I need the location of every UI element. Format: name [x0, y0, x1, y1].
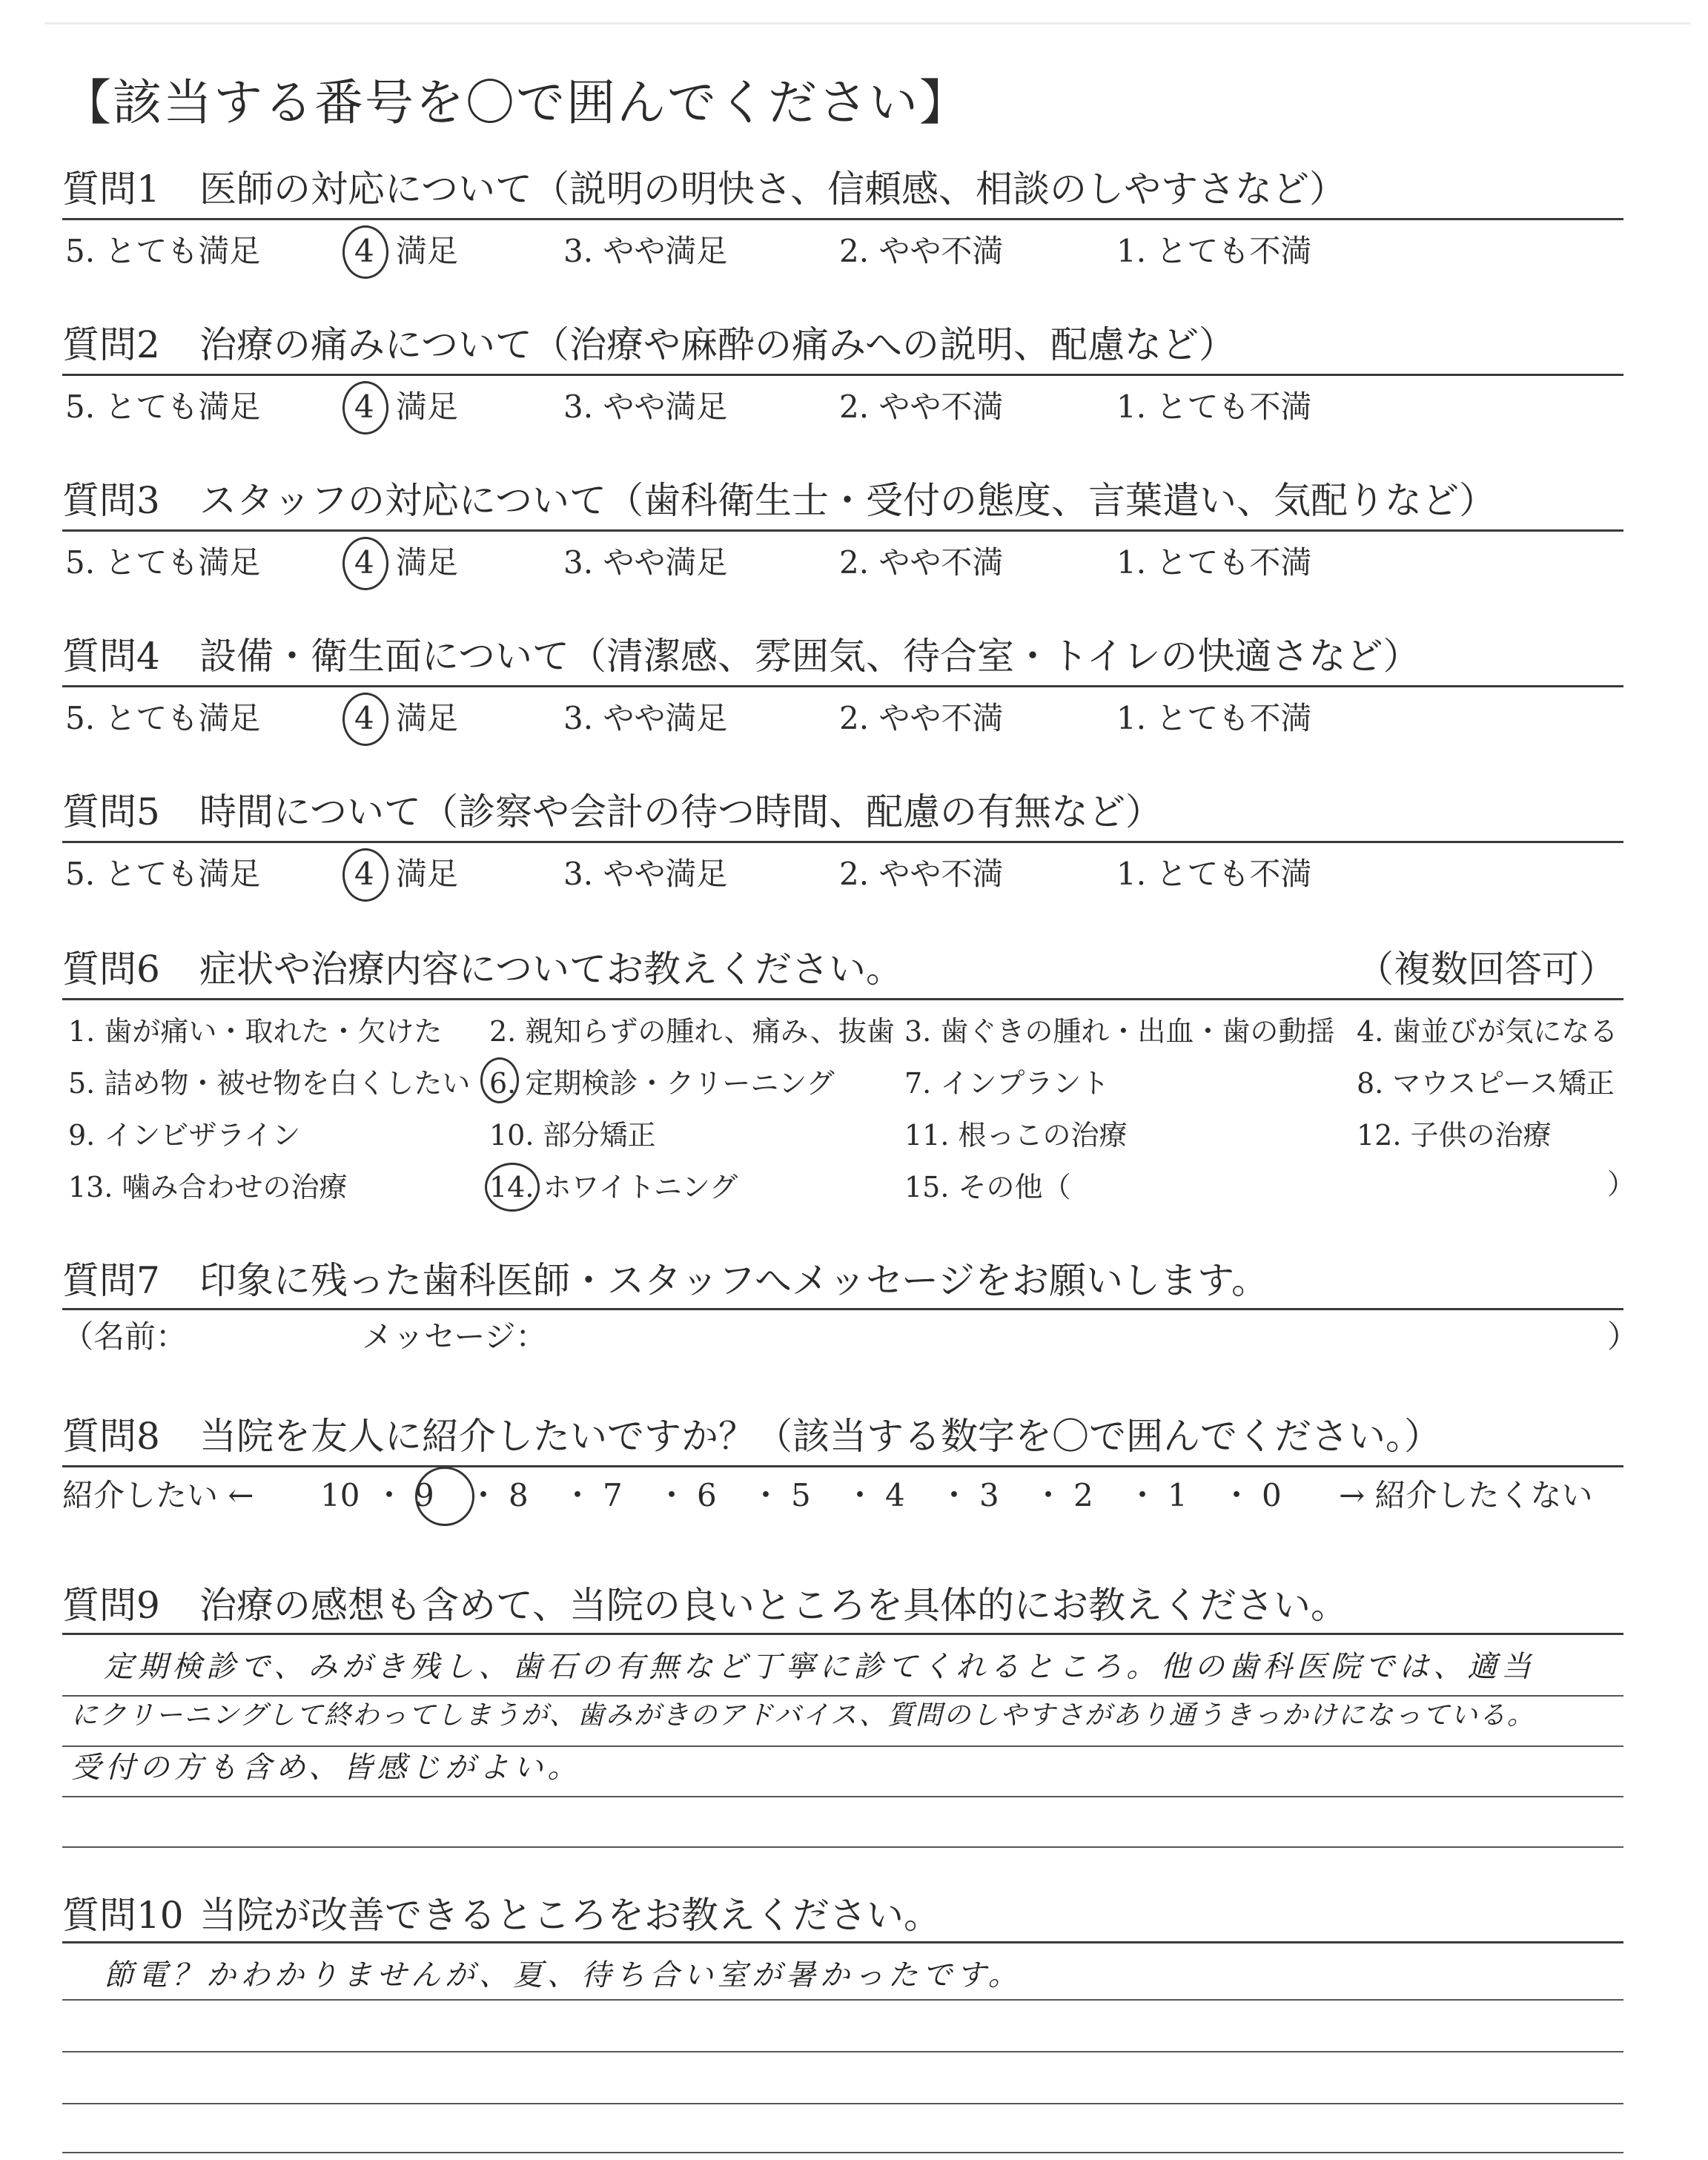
q5-header — [62, 790, 1162, 833]
q4-option-5[interactable]: 5. とても満足 — [65, 700, 261, 736]
q5-option-4-number[interactable]: 4 — [354, 856, 374, 892]
page-top-edge — [44, 22, 1690, 24]
q10-answer-line-1[interactable]: 節電？かわかりませんが、夏、待ち合い室が暑かったです。 — [104, 1958, 1022, 1992]
q2-number: 質問2 — [62, 323, 160, 366]
q9-answer-rule-3 — [62, 1796, 1623, 1797]
q5-option-1[interactable]: 1. とても不満 — [1116, 856, 1312, 892]
q6-option-12[interactable]: 12. 子供の治療 — [1357, 1119, 1552, 1152]
q8-scale-8[interactable]: 8 — [509, 1477, 529, 1513]
q5-option-3[interactable]: 3. やや満足 — [563, 856, 728, 892]
q1-number: 質問1 — [62, 168, 160, 211]
q3-option-3[interactable]: 3. やや満足 — [563, 544, 728, 581]
q1-selected-circle[interactable] — [342, 225, 388, 279]
q3-option-1[interactable]: 1. とても不満 — [1116, 544, 1312, 581]
q7-name-label: （名前： — [62, 1318, 188, 1355]
q2-text: 治療の痛みについて（治療や麻酔の痛みへの説明、配慮など） — [199, 323, 1236, 366]
q2-option-5[interactable]: 5. とても満足 — [65, 389, 261, 425]
q2-option-4-number[interactable]: 4 — [354, 389, 374, 425]
q1-option-3[interactable]: 3. やや満足 — [563, 233, 728, 269]
q10-answer-rule-4 — [62, 2152, 1623, 2153]
q6-option-5[interactable]: 5. 詰め物・被せ物を白くしたい — [68, 1067, 471, 1100]
q6-option-6[interactable]: 6. 定期検診・クリーニング — [489, 1067, 835, 1100]
q1-option-2[interactable]: 2. やや不満 — [839, 233, 1004, 269]
q7-message-label: メッセージ： — [362, 1318, 547, 1355]
q6-number: 質問6 — [62, 948, 160, 991]
q6-option-15[interactable]: 15. その他（ — [904, 1171, 1071, 1203]
q6-option-11[interactable]: 11. 根っこの治療 — [904, 1119, 1128, 1152]
q8-separator: ・ — [939, 1477, 970, 1513]
q6-option-14[interactable]: 14. ホワイトニング — [489, 1171, 738, 1203]
q8-number: 質問8 — [62, 1415, 160, 1458]
q2-selected-circle[interactable] — [342, 381, 388, 435]
q6-option-13[interactable]: 13. 噛み合わせの治療 — [68, 1171, 348, 1203]
q3-number: 質問3 — [62, 479, 160, 522]
q2-rule — [62, 374, 1623, 376]
q9-text: 治療の感想も含めて、当院の良いところを具体的にお教えください。 — [199, 1584, 1348, 1627]
q4-text: 設備・衛生面について（清潔感、雰囲気、待合室・トイレの快適さなど） — [199, 635, 1420, 678]
q9-answer-line-3[interactable]: 受付の方も含め、皆感じがよい。 — [71, 1751, 582, 1785]
q6-option-9[interactable]: 9. インビザライン — [68, 1119, 301, 1152]
q3-option-4-label[interactable]: 満足 — [396, 544, 459, 581]
q8-separator: ・ — [374, 1477, 406, 1513]
q6-option-10[interactable]: 10. 部分矯正 — [489, 1119, 656, 1152]
q6-header — [62, 948, 903, 991]
q6-option-7[interactable]: 7. インプラント — [904, 1067, 1110, 1100]
q10-rule — [62, 1941, 1623, 1943]
q4-number: 質問4 — [62, 635, 160, 678]
q3-option-5[interactable]: 5. とても満足 — [65, 544, 261, 581]
q6-note: （複数回答可） — [1357, 948, 1616, 991]
q9-answer-rule-1 — [62, 1695, 1623, 1697]
q7-rule — [62, 1308, 1623, 1310]
q10-answer-rule-2 — [62, 2051, 1623, 2052]
q1-option-1[interactable]: 1. とても不満 — [1116, 233, 1312, 269]
q6-text: 症状や治療内容についてお教えください。 — [199, 948, 903, 991]
q4-header — [62, 635, 1420, 678]
q1-option-5[interactable]: 5. とても満足 — [65, 233, 261, 269]
q6-option-2[interactable]: 2. 親知らずの腫れ、痛み、抜歯 — [489, 1015, 895, 1048]
q4-option-4-label[interactable]: 満足 — [396, 700, 459, 736]
q9-number: 質問9 — [62, 1584, 160, 1627]
q8-rule — [62, 1465, 1623, 1467]
q3-option-4-number[interactable]: 4 — [354, 544, 374, 581]
q6-rule — [62, 998, 1623, 1000]
q9-rule — [62, 1633, 1623, 1635]
q3-text: スタッフの対応について（歯科衛生士・受付の態度、言葉遣い、気配りなど） — [199, 479, 1496, 522]
q3-selected-circle[interactable] — [342, 537, 388, 590]
q8-separator: ・ — [656, 1477, 688, 1513]
q8-scale-0[interactable]: 0 — [1262, 1477, 1282, 1513]
q2-option-1[interactable]: 1. とても不満 — [1116, 389, 1312, 425]
q9-answer-rule-4 — [62, 1846, 1623, 1848]
q6-other-close: ） — [1607, 1168, 1636, 1200]
q9-answer-line-1[interactable]: 定期検診で、みがき残し、歯石の有無など丁寧に診てくれるところ。他の歯科医院では、適当 — [104, 1650, 1536, 1684]
q10-text: 当院が改善できるところをお教えください。 — [199, 1894, 941, 1937]
q8-separator: ・ — [562, 1477, 594, 1513]
q6-option-4[interactable]: 4. 歯並びが気になる — [1357, 1015, 1618, 1048]
q7-number: 質問7 — [62, 1259, 160, 1302]
q5-option-4-label[interactable]: 満足 — [396, 856, 459, 892]
q8-scale-2[interactable]: 2 — [1073, 1477, 1093, 1513]
q8-scale-6[interactable]: 6 — [697, 1477, 717, 1513]
q2-header — [62, 323, 1236, 366]
q5-number: 質問5 — [62, 790, 160, 833]
q1-text: 医師の対応について（説明の明快さ、信頼感、相談のしやすさなど） — [199, 168, 1346, 211]
q7-text: 印象に残った歯科医師・スタッフへメッセージをお願いします。 — [199, 1259, 1268, 1302]
q1-header — [62, 168, 1346, 211]
q5-rule — [62, 841, 1623, 843]
q1-option-4-label[interactable]: 満足 — [396, 233, 459, 269]
q4-rule — [62, 685, 1623, 687]
q8-separator: ・ — [1033, 1477, 1065, 1513]
q5-selected-circle[interactable] — [342, 848, 388, 902]
q9-answer-line-2[interactable]: にクリーニングして終わってしまうが、歯みがきのアドバイス、質問のしやすさがあり通うきっかけになっている。 — [71, 1700, 1535, 1731]
q8-scale-7[interactable]: 7 — [603, 1477, 623, 1513]
q3-option-2[interactable]: 2. やや不満 — [839, 544, 1004, 581]
q2-option-3[interactable]: 3. やや満足 — [563, 389, 728, 425]
q1-rule — [62, 218, 1623, 220]
q8-separator: ・ — [1221, 1477, 1253, 1513]
q8-text: 当院を友人に紹介したいですか？（該当する数字を〇で囲んでください。） — [199, 1415, 1441, 1458]
q8-scale-4[interactable]: 4 — [885, 1477, 905, 1513]
q4-selected-circle[interactable] — [342, 693, 388, 746]
q10-answer-rule-3 — [62, 2103, 1623, 2104]
q6-option-8[interactable]: 8. マウスピース矯正 — [1357, 1067, 1615, 1100]
q8-scale-9[interactable]: 9 — [414, 1477, 434, 1513]
q7-header — [62, 1259, 1268, 1302]
q5-option-5[interactable]: 5. とても満足 — [65, 856, 261, 892]
q4-option-1[interactable]: 1. とても不満 — [1116, 700, 1312, 736]
q6-option-3[interactable]: 3. 歯ぐきの腫れ・出血・歯の動揺 — [904, 1015, 1335, 1048]
q7-close: ） — [1607, 1318, 1639, 1355]
q8-scale-10[interactable]: 10 — [320, 1477, 360, 1513]
q8-separator: ・ — [1127, 1477, 1159, 1513]
q2-option-2[interactable]: 2. やや不満 — [839, 389, 1004, 425]
q1-option-4-number[interactable]: 4 — [354, 233, 374, 269]
q8-separator: ・ — [750, 1477, 782, 1513]
q4-option-4-number[interactable]: 4 — [354, 700, 374, 736]
page-title: 【該当する番号を〇で囲んでください】 — [62, 74, 970, 131]
q10-number: 質問10 — [62, 1894, 184, 1937]
q6-option-14-circle[interactable] — [485, 1163, 540, 1212]
q6-option-1[interactable]: 1. 歯が痛い・取れた・欠けた — [68, 1015, 443, 1048]
q2-option-4-label[interactable]: 満足 — [396, 389, 459, 425]
q8-scale-5[interactable]: 5 — [791, 1477, 811, 1513]
q4-option-2[interactable]: 2. やや不満 — [839, 700, 1004, 736]
q9-header — [62, 1584, 1348, 1627]
q8-right-label: → 紹介したくない — [1339, 1477, 1593, 1513]
q5-text: 時間について（診察や会計の待つ時間、配慮の有無など） — [199, 790, 1162, 833]
q8-left-label: 紹介したい ← — [62, 1477, 254, 1513]
q8-scale-1[interactable]: 1 — [1168, 1477, 1188, 1513]
q3-rule — [62, 529, 1623, 532]
q8-separator: ・ — [468, 1477, 500, 1513]
q5-option-2[interactable]: 2. やや不満 — [839, 856, 1004, 892]
q6-option-6-circle[interactable] — [480, 1057, 519, 1103]
q8-scale-3[interactable]: 3 — [979, 1477, 999, 1513]
q8-header — [62, 1415, 1441, 1458]
q3-header — [62, 479, 1496, 522]
q9-answer-rule-2 — [62, 1745, 1623, 1747]
q10-answer-rule-1 — [62, 1999, 1623, 2001]
q4-option-3[interactable]: 3. やや満足 — [563, 700, 728, 736]
q8-separator: ・ — [844, 1477, 876, 1513]
q10-header — [62, 1894, 941, 1937]
q8-selected-circle[interactable] — [415, 1467, 474, 1526]
